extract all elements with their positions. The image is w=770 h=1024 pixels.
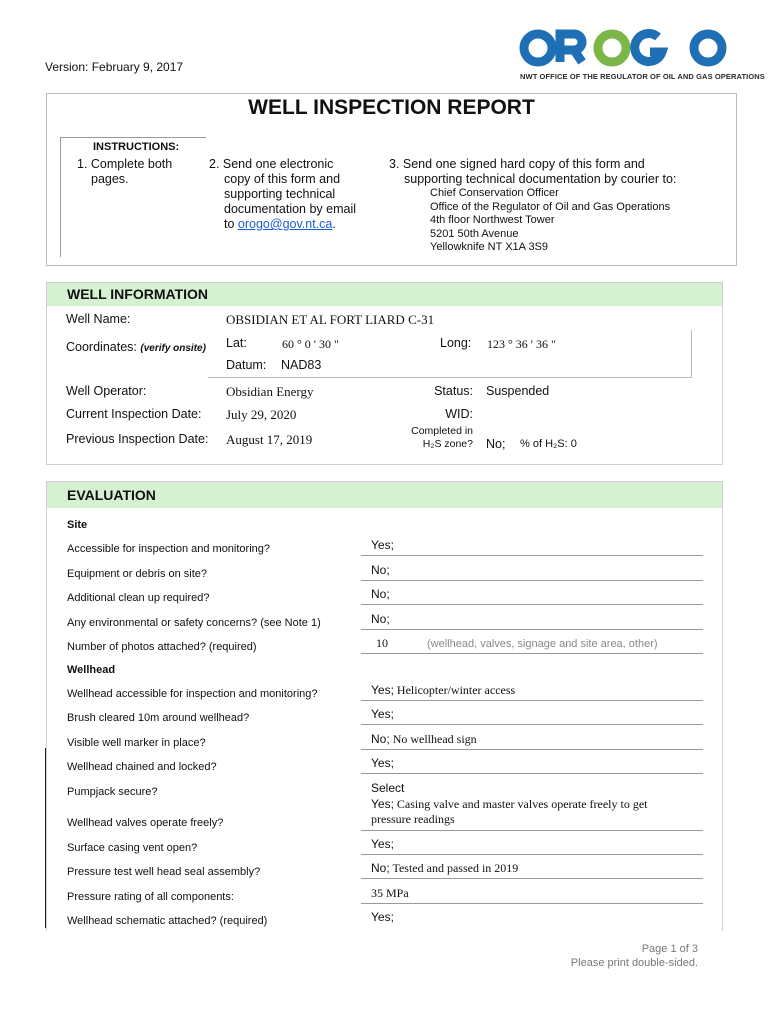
step2-period: . bbox=[332, 217, 336, 231]
answer-select[interactable]: Yes; bbox=[371, 756, 394, 770]
answer-select[interactable]: No; bbox=[371, 612, 390, 626]
h2s-zone-label bbox=[380, 425, 473, 451]
verify-onsite-note: (verify onsite) bbox=[140, 343, 206, 354]
step1-line1: 1. Complete both bbox=[77, 157, 173, 171]
step2-line1: 2. Send one electronic bbox=[209, 157, 334, 171]
schematic-field[interactable] bbox=[361, 910, 703, 928]
instruction-step-2 bbox=[209, 157, 356, 232]
valves-select[interactable]: Yes; bbox=[371, 797, 394, 811]
evaluation-heading: EVALUATION bbox=[47, 482, 722, 508]
well-name-label: Well Name: bbox=[66, 312, 131, 326]
coordinates-text: Coordinates: bbox=[66, 340, 137, 354]
current-inspection-date[interactable]: July 29, 2020 bbox=[226, 407, 297, 422]
question-label: Additional clean up required? bbox=[67, 592, 210, 604]
long-label: Long: bbox=[440, 336, 472, 350]
step2-to: to bbox=[224, 217, 238, 231]
completed-in-text: Completed in bbox=[411, 425, 473, 437]
lat-label: Lat: bbox=[226, 336, 247, 350]
answer-select[interactable]: Yes; bbox=[371, 683, 394, 697]
step3-line1: 3. Send one signed hard copy of this form and bbox=[389, 157, 645, 171]
answer-field[interactable] bbox=[361, 612, 703, 630]
valves-note: Casing valve and master valves operate freely to get bbox=[393, 797, 648, 811]
answer-field[interactable] bbox=[361, 587, 703, 605]
answer-select[interactable]: No; bbox=[371, 587, 390, 601]
pumpjack-select[interactable]: Select bbox=[371, 781, 405, 795]
instruction-step-1 bbox=[77, 157, 172, 187]
address-line: 5201 50th Avenue bbox=[430, 227, 519, 240]
h2s-zone-answer[interactable]: No; bbox=[486, 437, 506, 451]
question-label: Visible well marker in place? bbox=[67, 737, 206, 749]
previous-inspection-date[interactable]: August 17, 2019 bbox=[226, 432, 313, 447]
logo-subtitle: NWT OFFICE OF THE REGULATOR OF OIL AND GAS OPERATIONS bbox=[520, 72, 765, 81]
well-name-value[interactable]: OBSIDIAN ET AL FORT LIARD C-31 bbox=[226, 312, 435, 327]
operator-value[interactable]: Obsidian Energy bbox=[226, 384, 314, 399]
rating-field[interactable] bbox=[361, 886, 703, 904]
wid-label: WID: bbox=[445, 407, 473, 421]
answer-select[interactable]: Yes; bbox=[371, 707, 394, 721]
question-label: Wellhead accessible for inspection and monitoring? bbox=[67, 688, 318, 700]
photos-count[interactable]: 10 bbox=[376, 636, 388, 650]
h2s-percent: % of H₂S: 0 bbox=[520, 438, 577, 450]
answer-select[interactable]: No; bbox=[371, 732, 390, 746]
step2-line4: documentation by email bbox=[224, 202, 357, 216]
answer-note: Helicopter/winter access bbox=[393, 683, 516, 697]
question-label: Wellhead chained and locked? bbox=[67, 761, 217, 773]
answer-select[interactable]: Yes; bbox=[371, 538, 394, 552]
answer-select[interactable]: Yes; bbox=[371, 837, 394, 851]
rating-question: Pressure rating of all components: bbox=[67, 891, 234, 903]
h2s-zone-text: H₂S zone? bbox=[422, 438, 473, 450]
long-value[interactable]: 123 ° 36 ' 36 " bbox=[487, 337, 556, 351]
rating-value[interactable]: 35 MPa bbox=[371, 886, 409, 900]
instruction-step-3 bbox=[389, 157, 676, 187]
current-inspection-label: Current Inspection Date: bbox=[66, 407, 202, 421]
datum-value[interactable]: NAD83 bbox=[281, 358, 322, 372]
address-line: Yellowknife NT X1A 3S9 bbox=[430, 241, 549, 253]
email-link[interactable]: orogo@gov.nt.ca bbox=[237, 217, 333, 231]
status-value[interactable]: Suspended bbox=[486, 384, 550, 398]
photos-field[interactable] bbox=[361, 636, 703, 654]
answer-field[interactable] bbox=[361, 732, 703, 750]
answer-field[interactable] bbox=[361, 707, 703, 725]
valves-note-line2: pressure readings bbox=[371, 812, 455, 826]
question-label: Brush cleared 10m around wellhead? bbox=[67, 712, 250, 724]
datum-label: Datum: bbox=[226, 358, 267, 372]
previous-inspection-label: Previous Inspection Date: bbox=[66, 432, 209, 446]
lat-value[interactable]: 60 ° 0 ' 30 " bbox=[282, 337, 339, 351]
answer-field[interactable] bbox=[361, 563, 703, 581]
step2-line3: supporting technical bbox=[224, 187, 336, 201]
answer-select[interactable]: No; bbox=[371, 563, 390, 577]
margin-rule bbox=[45, 748, 46, 928]
pumpjack-question: Pumpjack secure? bbox=[67, 786, 158, 798]
schematic-select[interactable]: Yes; bbox=[371, 910, 394, 924]
question-label: Equipment or debris on site? bbox=[67, 568, 208, 580]
answer-field[interactable] bbox=[361, 683, 703, 701]
question-label: Any environmental or safety concerns? (see Note 1) bbox=[67, 617, 321, 629]
page-title: WELL INSPECTION REPORT bbox=[248, 96, 535, 119]
valves-question: Wellhead valves operate freely? bbox=[67, 817, 224, 829]
status-label: Status: bbox=[434, 384, 473, 398]
answer-field[interactable] bbox=[361, 756, 703, 774]
address-line: 4th floor Northwest Tower bbox=[430, 214, 555, 226]
courier-address bbox=[430, 187, 670, 255]
site-subheading: Site bbox=[67, 519, 88, 531]
photos-question: Number of photos attached? (required) bbox=[67, 641, 257, 653]
answer-note: Tested and passed in 2019 bbox=[389, 861, 519, 875]
answer-note: No wellhead sign bbox=[389, 732, 477, 746]
address-line: Office of the Regulator of Oil and Gas Operations bbox=[430, 200, 671, 213]
coordinates-label bbox=[66, 340, 206, 354]
step2-line2: copy of this form and bbox=[224, 172, 341, 186]
answer-field[interactable] bbox=[361, 837, 703, 855]
question-label: Pressure test well head seal assembly? bbox=[67, 866, 261, 878]
valves-field[interactable] bbox=[361, 797, 703, 831]
answer-field[interactable] bbox=[361, 861, 703, 879]
answer-field[interactable] bbox=[361, 538, 703, 556]
step1-line2: pages. bbox=[91, 172, 129, 186]
wellhead-subheading: Wellhead bbox=[67, 664, 116, 676]
well-information-heading: WELL INFORMATION bbox=[47, 283, 722, 306]
page-number: Page 1 of 3 bbox=[641, 943, 698, 955]
operator-label: Well Operator: bbox=[66, 384, 147, 398]
question-label: Surface casing vent open? bbox=[67, 842, 198, 854]
step3-line2: supporting technical documentation by courier to: bbox=[404, 172, 677, 186]
schematic-question: Wellhead schematic attached? (required) bbox=[67, 915, 268, 927]
pumpjack-field[interactable] bbox=[361, 781, 703, 798]
version-date: Version: February 9, 2017 bbox=[45, 60, 184, 74]
address-line: Chief Conservation Officer bbox=[430, 187, 559, 199]
step2-line5 bbox=[209, 217, 356, 232]
instructions-frame bbox=[60, 137, 206, 257]
print-note: Please print double-sided. bbox=[570, 957, 698, 969]
instructions-heading: INSTRUCTIONS: bbox=[93, 141, 180, 153]
question-label: Accessible for inspection and monitoring? bbox=[67, 543, 271, 555]
photos-hint: (wellhead, valves, signage and site area, other) bbox=[427, 638, 658, 650]
answer-select[interactable]: No; bbox=[371, 861, 390, 875]
